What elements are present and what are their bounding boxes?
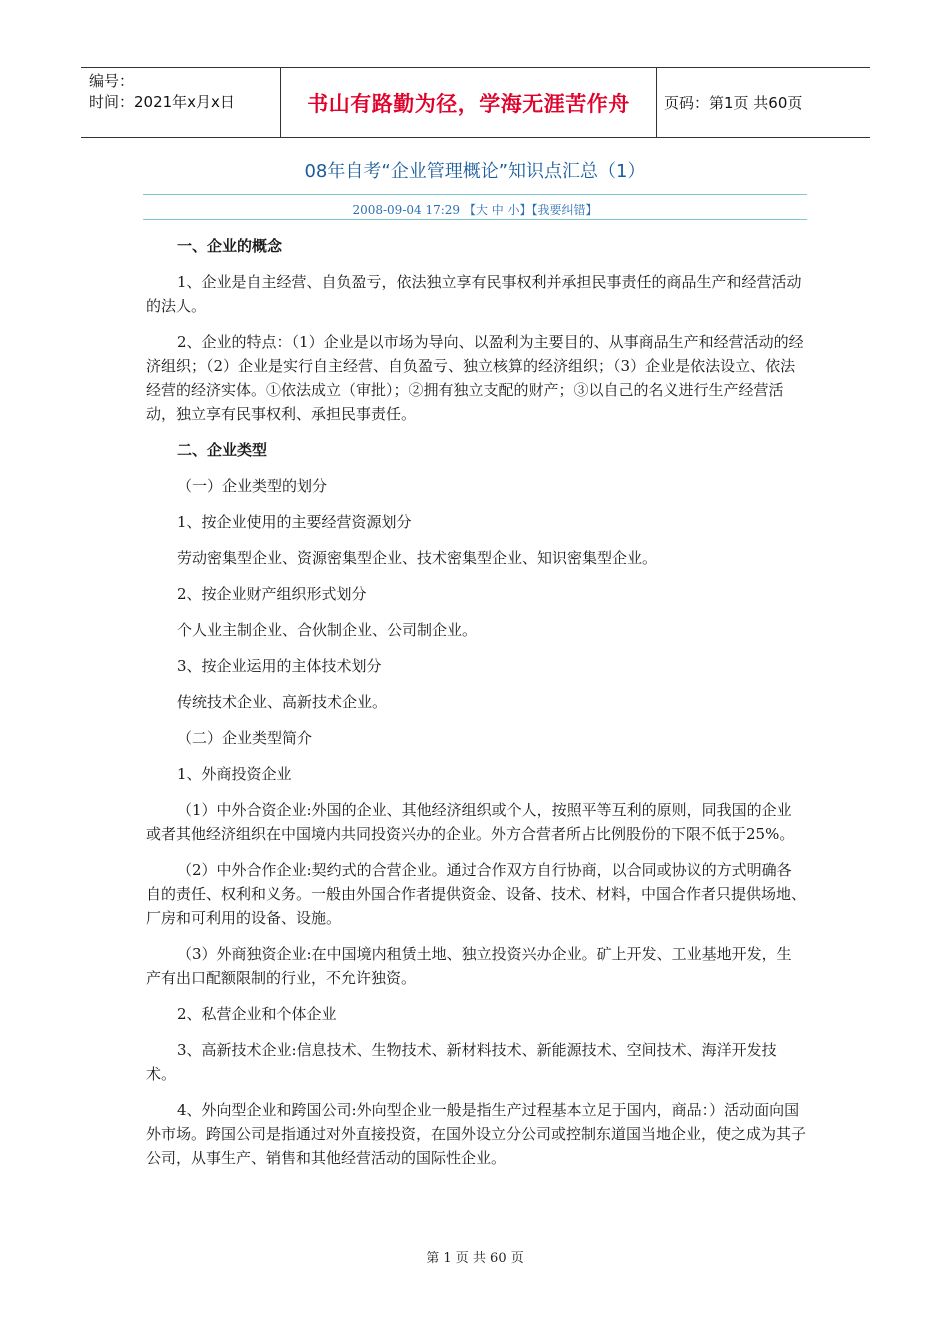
header-page-cell <box>657 68 870 137</box>
page-footer <box>0 1247 950 1266</box>
paragraph: 劳动密集型企业、资源密集型企业、技术密集型企业、知识密集型企业。 <box>177 549 658 567</box>
header-motto-cell <box>281 68 657 137</box>
paragraph: 1、企业是自主经营、自负盈亏，依法独立享有民事权利并承担民事责任的商品生产和经营活动的法人。 <box>146 273 802 315</box>
paragraph: 4、外向型企业和跨国公司:外向型企业一般是指生产过程基本立足于国内，商品：）活动面向国外市场。跨国公司是指通过对外直接投资，在国外设立分公司或控制东道国当地企业，使之成为其子公司，从事生产、销售和其他经营活动的国际性企业。 <box>146 1101 807 1167</box>
article-body <box>146 234 806 1182</box>
paragraph: 个人业主制企业、合伙制企业、公司制企业。 <box>177 621 478 639</box>
paragraph: 传统技术企业、高新技术企业。 <box>177 693 388 711</box>
article-meta <box>143 201 807 218</box>
paragraph: 2、私营企业和个体企业 <box>177 1005 337 1023</box>
footer-page-number: 第 1 页 共 60 页 <box>426 1251 524 1266</box>
paragraph: （1）中外合资企业:外国的企业、其他经济组织或个人，按照平等互利的原则，同我国的企业或者其他经济组织在中国境内共同投资兴办的企业。外方合营者所占比例股份的下限不低于25%。 <box>146 801 795 843</box>
paragraph: （2）中外合作企业:契约式的合营企业。通过合作双方自行协商，以合同或协议的方式明确各自的责任、权利和义务。一般由外国合作者提供资金、设备、技术、材料，中国合作者只提供场地、厂房和可利用的设备、设施。 <box>146 861 807 927</box>
paragraph: 3、按企业运用的主体技术划分 <box>177 657 382 675</box>
motto-text: 书山有路勤为径，学海无涯苦作舟 <box>307 91 630 116</box>
paragraph: （3）外商独资企业:在中国境内租赁土地、独立投资兴办企业。矿上开发、工业基地开发，生产有出口配额限制的行业，不允许独资。 <box>146 945 792 987</box>
title-divider <box>143 194 807 195</box>
paragraph: 1、外商投资企业 <box>177 765 292 783</box>
paragraph: 2、按企业财产组织形式划分 <box>177 585 367 603</box>
paragraph: （二）企业类型简介 <box>177 729 313 747</box>
paragraph: 1、按企业使用的主要经营资源划分 <box>177 513 412 531</box>
meta-divider <box>143 219 807 220</box>
font-size-links[interactable]: 【大 中 小】 <box>463 203 532 217</box>
time-label: 时间：2021年x月x日 <box>89 93 235 111</box>
paragraph: 3、高新技术企业:信息技术、生物技术、新材料技术、新能源技术、空间技术、海洋开发技术。 <box>146 1041 777 1083</box>
number-label: 编号： <box>89 72 135 90</box>
document-header <box>81 67 870 138</box>
section-heading: 二、企业类型 <box>177 441 268 459</box>
article-date: 2008-09-04 17:29 <box>352 203 461 217</box>
article-title: 08年自考“企业管理概论”知识点汇总（1） <box>304 161 646 182</box>
report-error-link[interactable]: 【我要纠错】 <box>531 203 598 217</box>
header-meta-cell <box>81 68 281 137</box>
paragraph: 2、企业的特点：（1）企业是以市场为导向、以盈利为主要目的、从事商品生产和经营活动的经济组织；（2）企业是实行自主经营、自负盈亏、独立核算的经济组织；（3）企业是依法设立、依法经营的经济实体。①依法成立（审批）；②拥有独立支配的财产；③以自己的名义进行生产经营活动，独立享有民事权利、承担民事责任。 <box>146 333 804 423</box>
section-heading: 一、企业的概念 <box>177 237 283 255</box>
page-info: 页码：第1页 共60页 <box>664 94 803 112</box>
paragraph: （一）企业类型的划分 <box>177 477 328 495</box>
